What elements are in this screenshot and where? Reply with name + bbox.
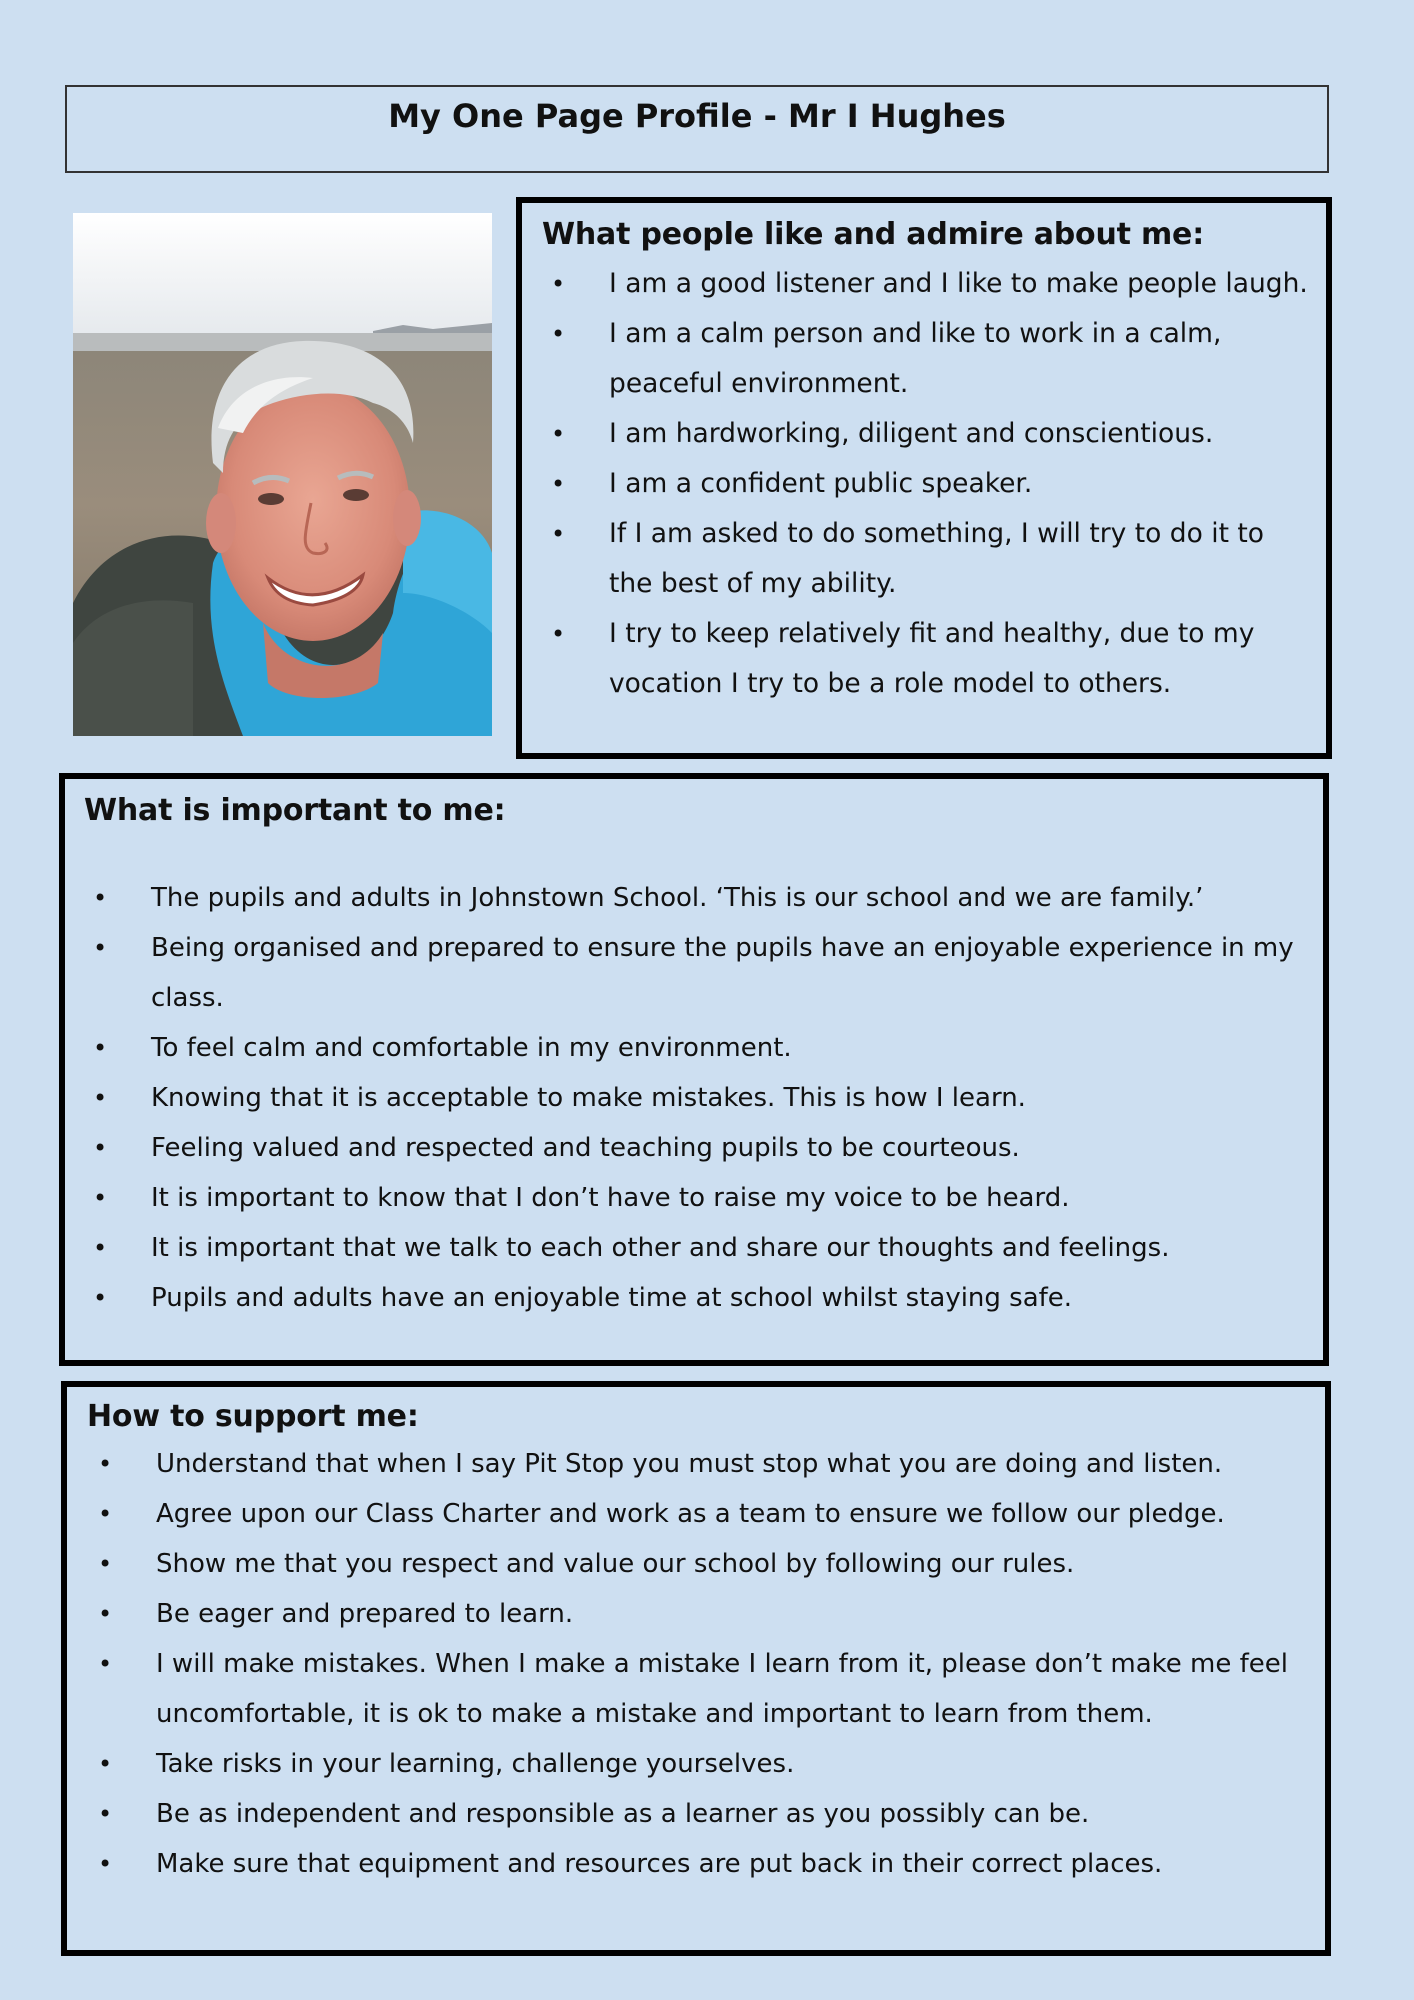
support-section	[61, 1381, 1331, 1956]
profile-photo-image	[73, 213, 492, 736]
list-item: • Be as independent and responsible as a learner as you possibly can be.	[156, 1789, 1309, 1839]
list-item: • I am a good listener and I like to make people laugh.	[609, 259, 1310, 309]
list-item: • Knowing that it is acceptable to make mistakes. This is how I learn.	[151, 1073, 1307, 1123]
list-item: • Understand that when I say Pit Stop you must stop what you are doing and listen.	[156, 1439, 1309, 1489]
list-item: • I am a confident public speaker.	[609, 459, 1310, 509]
page-title: My One Page Profile - Mr I Hughes	[388, 97, 1006, 135]
list-item: • If I am asked to do something, I will try to do it to the best of my ability.	[609, 509, 1310, 609]
important-list	[84, 873, 1307, 1323]
like-admire-heading: What people like and admire about me:	[542, 217, 1205, 252]
list-item: • Pupils and adults have an enjoyable time at school whilst staying safe.	[151, 1273, 1307, 1323]
list-item: • I try to keep relatively fit and healthy, due to my vocation I try to be a role model to others.	[609, 609, 1310, 709]
list-item: • I will make mistakes. When I make a mistake I learn from it, please don’t make me feel uncomfortable, it is ok to make a mistake and important to learn from them.	[156, 1639, 1309, 1739]
important-heading: What is important to me:	[84, 793, 506, 828]
list-item: • Agree upon our Class Charter and work as a team to ensure we follow our pledge.	[156, 1489, 1309, 1539]
list-item: • Take risks in your learning, challenge yourselves.	[156, 1739, 1309, 1789]
support-heading: How to support me:	[87, 1399, 419, 1434]
support-list	[87, 1439, 1309, 1889]
like-admire-section	[516, 197, 1332, 759]
title-box	[65, 85, 1329, 173]
list-item: • It is important that we talk to each other and share our thoughts and feelings.	[151, 1223, 1307, 1273]
list-item: • It is important to know that I don’t have to raise my voice to be heard.	[151, 1173, 1307, 1223]
profile-photo	[73, 213, 492, 736]
list-item: • Being organised and prepared to ensure the pupils have an enjoyable experience in my class.	[151, 923, 1307, 1023]
important-section	[59, 773, 1329, 1366]
list-item: • I am hardworking, diligent and conscientious.	[609, 409, 1310, 459]
list-item: • The pupils and adults in Johnstown School. ‘This is our school and we are family.’	[151, 873, 1307, 923]
list-item: • Be eager and prepared to learn.	[156, 1589, 1309, 1639]
list-item: • I am a calm person and like to work in a calm, peaceful environment.	[609, 309, 1310, 409]
list-item: • Make sure that equipment and resources are put back in their correct places.	[156, 1839, 1309, 1889]
like-admire-list	[542, 259, 1310, 709]
list-item: • Show me that you respect and value our school by following our rules.	[156, 1539, 1309, 1589]
list-item: • Feeling valued and respected and teaching pupils to be courteous.	[151, 1123, 1307, 1173]
list-item: • To feel calm and comfortable in my environment.	[151, 1023, 1307, 1073]
